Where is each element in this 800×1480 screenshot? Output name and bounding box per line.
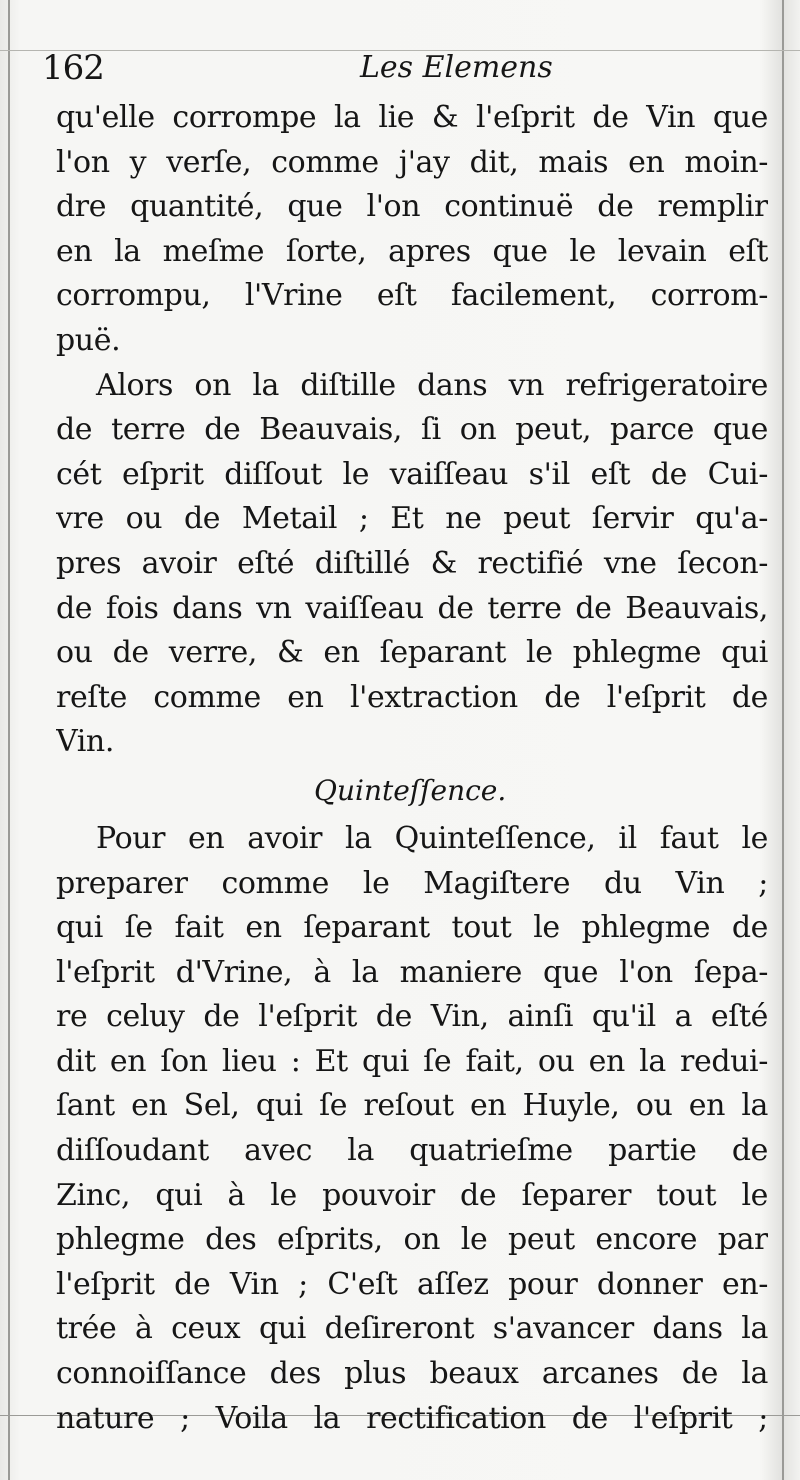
paragraph-1 xyxy=(56,96,768,364)
text-line: pres avoir eſté diſtillé & rectifié vne ſecon- xyxy=(56,545,768,581)
text-line: cét eſprit diſſout le vaiſſeau s'il eſt de Cui- xyxy=(56,456,768,492)
page-edge-shadow xyxy=(782,0,784,1480)
text-line: reſte comme en l'extraction de l'eſprit de xyxy=(56,679,768,715)
section-heading: Quinteſſence. xyxy=(314,773,507,807)
text-line: puë. xyxy=(56,322,121,358)
text-line: de terre de Beauvais, ſi on peut, parce que xyxy=(56,412,768,448)
text-line: dre quantité, que l'on continuë de remplir xyxy=(56,189,768,225)
text-line: dit en ſon lieu : Et qui ſe fait, ou en la redui- xyxy=(56,1043,768,1079)
paragraph-3 xyxy=(56,817,768,1441)
text-line: ou de verre, & en ſeparant le phlegme qui xyxy=(56,635,768,671)
text-line: Alors on la diſtille dans vn refrigeratoire xyxy=(96,367,768,403)
text-line: vre ou de Metail ; Et ne peut ſervir qu'a- xyxy=(56,501,768,537)
text-line: Vin. xyxy=(56,724,114,760)
text-line: l'eſprit d'Vrine, à la maniere que l'on ſepa- xyxy=(56,954,768,990)
text-line: re celuy de l'eſprit de Vin, ainſi qu'il a eſté xyxy=(56,999,768,1035)
text-line: de fois dans vn vaiſſeau de terre de Beauvais, xyxy=(56,590,768,626)
running-header xyxy=(42,44,762,94)
text-line: diſſoudant avec la quatrieſme partie de xyxy=(56,1133,768,1169)
body-text xyxy=(56,96,768,1441)
text-line: ſant en Sel, qui ſe reſout en Huyle, ou en la xyxy=(56,1088,768,1124)
text-line: qui ſe fait en ſeparant tout le phlegme de xyxy=(56,910,768,946)
text-line: trée à ceux qui deſireront s'avancer dans la xyxy=(56,1311,768,1347)
paragraph-2 xyxy=(56,364,768,765)
running-title: Les Elemens xyxy=(360,50,553,85)
text-line: qu'elle corrompe la lie & l'eſprit de Vin que xyxy=(56,100,768,135)
text-line: en la meſme ſorte, apres que le levain eſt xyxy=(56,233,768,269)
text-line: l'on y verſe, comme j'ay dit, mais en moin- xyxy=(56,144,768,180)
text-line: Zinc, qui à le pouvoir de ſeparer tout le xyxy=(56,1177,768,1213)
text-line: connoiſſance des plus beaux arcanes de la xyxy=(56,1356,768,1392)
text-line: preparer comme le Magiſtere du Vin ; xyxy=(56,865,768,901)
page-gutter-shadow xyxy=(8,0,10,1480)
page-number: 162 xyxy=(42,48,104,88)
text-line: corrompu, l'Vrine eſt facilement, corrom- xyxy=(56,278,768,314)
text-line: phlegme des eſprits, on le peut encore par xyxy=(56,1222,768,1258)
text-line: Pour en avoir la Quinteſſence, il faut le xyxy=(96,820,768,856)
text-line: l'eſprit de Vin ; C'eſt aſſez pour donner en- xyxy=(56,1266,768,1302)
text-line: nature ; Voila la rectification de l'eſprit ; xyxy=(56,1400,768,1436)
